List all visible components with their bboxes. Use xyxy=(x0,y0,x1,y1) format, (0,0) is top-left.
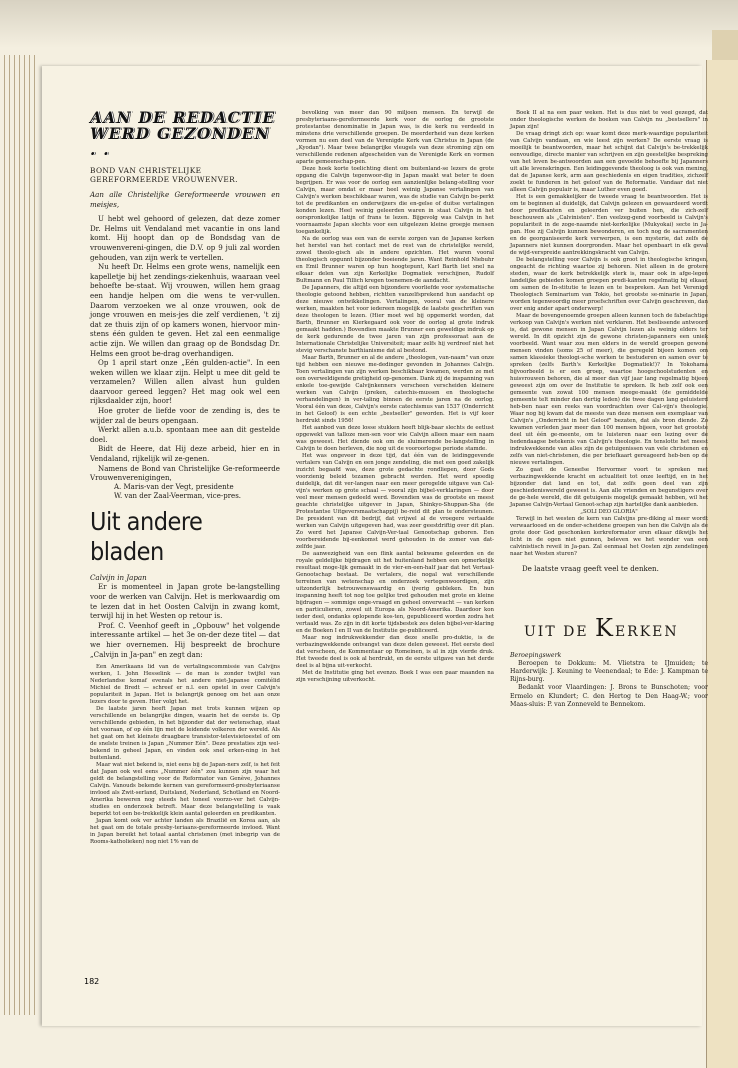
page-edges-left xyxy=(0,55,38,1015)
column-2 xyxy=(296,110,494,684)
masthead: AAN DE REDACTIE WERD GEZONDEN . . xyxy=(90,108,276,159)
small-paragraph: De Japanners, die altijd een bijzondere voorliefde voor systematische theologie getoond hebben, richtten vanzelfsprekend hun aandacht op deze nieuwe ontwikkelingen. Vertalingen, vooral van de kleinere werken, maakten het voor iedereen mogelijk de laatste geschriften van deze theologen te lezen. (Hier moet wel bij opgemerkt worden, dat Barth, Brunner en Kierkegaard ook voor de oorlog al grote indruk gemaakt hadden.) Bovendien maakte Brunner een geweldige indruk op de kerk gedurende de twee jaren van zijn professoraat aan de Internationale Christelijke Universiteit; maar zelfs hij verdreef niet het stevig verschanste barthianisme dat al bestond. xyxy=(296,285,494,354)
paragraph: Bedankt voor Vlaardingen: J. Brons te Bunschoten; voor Ermelo en Klundert; C. den Hertog te Den Haag-W.; voor Maas-sluis: P. van Zonneveld te Bennekom. xyxy=(510,684,708,708)
small-paragraph: Een Amerikaans lid van de vertalingscommissie van Calvijns werken, I. John Hesselink — de man is zonder twijfel van Nederlandse komaf evenals het andere niet-Japanse comitélid Michiel de Bredt — schreef er n.l. een opstel in over Calvijn's populariteit in Japan. Het is belangrijk genoeg om het aan onze lezers door te geven. Hier volgt het. xyxy=(90,664,280,706)
paragraph: U hebt wel gehoord of gelezen, dat deze zomer Dr. Helms uit Vendaland met vacantie in ons land komt. Hij hoopt dan op de Bondsdag van de vrouwenvereni-gingen, die D.V. op 9 juli zal worden gehouden, van zijn werk te vertellen. xyxy=(90,214,280,262)
small-paragraph: De vraag dringt zich op: waar komt deze merk-waardige populariteit van Calvijn vandaan, en wie leest zijn werken? De eerste vraag is moeilijk te beantwoorden, maar het schijnt dat Calvijn's be-trekkelijk eenvoudige, directe manier van schrijven en zijn geestelijke bespreking van het leven be-antwoorden aan een gevoelde behoefte bij Japanners uit alle levenskringen. Een leidinggevende theoloog is ook van mening, dat de Japanse kerk, arm aan geschiedenis en eigen tradities, zichzelf zoekt te funderen in het geloof van de Reformatie. Vandaar dat niet alleen Calvijn populair is, maar Luther even goed. xyxy=(510,131,708,193)
signature-2: W. van der Zaal-Veerman, vice-pres. xyxy=(114,491,242,500)
paragraph: Namens de Bond van Christelijke Ge-reformeerde Vrouwenverenigingen, xyxy=(90,463,280,483)
signature-1: A. Maris-van der Vegt, presidente xyxy=(114,482,234,491)
kerken-heading-prefix: UIT DE xyxy=(524,623,596,640)
paragraph: Prof. C. Veenhof geeft in „Opbouw" het volgende interessante artikel — het 3e on-der deze titel — dat we hier overnemen. Hij bespreekt de brochure „Calvijn in Ja-pan" en zegt dan: xyxy=(90,620,280,659)
small-paragraph: bevolking van meer dan 90 miljoen mensen. En terwijl de presbyteriaans-gereformeerde kerk voor de oorlog de grootste protestantse denominatie in Japan was, is die kerk nu verdeeld in minstens drie verschillende groepen. De meerderheid van deze kerken vormen nu een deel van de Verenigde Kerk van Christus in Japan (de „Kyodan"). Maar twee belangrijke vleugels van deze stroming zijn om verschillende redenen afgescheiden van de Verenigde Kerk en vormen aparte gemeenschap-pen. xyxy=(296,110,494,165)
paragraph: Hoe groter de liefde voor de zending is, des te wijder zal de beurs opengaan. xyxy=(90,406,280,425)
scan-shadow xyxy=(0,0,738,48)
small-paragraph: Maar de bovengenoemde groepen alleen kunnen toch de fabelachtige verkoop van Calvijn's werken niet verklaren. Het beslissende antwoord is, dat gewone mensen in Japan Calvijn lezen als weinig elders ter wereld. In dit opzicht zijn de gewone christen-japanners een uniek voorbeeld. Want waar zou men elders in de wereld groepen gewone mensen vinden (soms 25 of meer), die geregeld bijeen komen om samen klassieke theologi-sche werken te bestuderen en samen over te spreken (zelfs Barth's Kerkelijke Dogmatiek!)? In Yokohama bijvoorbeeld is er een groep, waartoe hoogschoolstudenten en huisvrouwen behoren, die al meer dan vijf jaar lang regelmatig bijeen geweest zijn om over de Institutie te spreken. Ik heb zelf ook een gemeente van zowat 100 mensen meege-maakt (de gemiddelde gemeente telt minder dan dertig leden) die twee dagen lang geluisterd heb-ben naar een reeks van voordrachten over Cal-vijn's theologie. Waar nog bij kwam dat de meeste van deze mensen een exemplaar van Calvijn's „Onderricht in het Geloof" bezaten, dat als bron diende. Zo kwamen verleden jaar meer dan 100 mensen bijeen, voor het grootste deel uit één ge-meente, om te luisteren naar een lezing over de hedendaagse betekenis van Calvijn's theologie. En tenslotte het meest indrukwekkende van alles zijn de getuigenissen van vele christenen en zelfs van niet-christenen, die per briefkaart gereageerd heb-ben op de nieuwe vertalingen. xyxy=(510,313,708,466)
small-paragraph: Het is een gemakkelijker de tweede vraag te beantwoorden. Het is om te beginnen al duidelijk, dat Calvijn gelezen en gewaardeerd wordt door predikanten en geleerden ver buiten hen, die zich-zelf beschouwen als „Calvinisten". Een veelzeg-gend voorbeeld is Calvijn's populariteit in de zoge-naamde niet-kerkelijke (Mukyokai) secte in Ja-pan. Hoe zij Calvijn kunnen bewonderen, en toch nog de sacramenten en de georganiseerde kerk verwerpen, is een mysterie, dat zelfs de Japanners niet kunnen doorgronden. Maar het openbaart in elk geval de wijd-verspreide aantrekkingskracht van Calvijn. xyxy=(510,194,708,256)
paragraph: Er is momenteel in Japan grote be-langstelling voor de werken van Calvijn. Het is merkwaardig om te lezen dat in het Oosten Calvijn in zwang komt, terwijl hij in het Westen op retour is. xyxy=(90,582,280,621)
small-paragraph: Japan komt ook ver achter landen als Brazilië en Korea aan, als het gaat om de totale presby-teriaans-gereformeerde invloed. Want in Japan bereikt het totaal aantal christenen (met inbegrip van de Rooms-katholieken) nog niet 1% van de xyxy=(90,818,280,846)
paragraph: Werkt allen a.u.b. spontaan mee aan dit gestelde doel. xyxy=(90,425,280,444)
organization-heading: BOND VAN CHRISTELIJKE GEREFORMEERDE VROUWENVER. xyxy=(90,166,238,184)
kerken-heading-suffix: ERKEN xyxy=(614,623,679,640)
magazine-page xyxy=(42,66,708,1026)
small-paragraph: Deze hoek korte toelichting dient om buitenland-se lezers de grote opgang die Calvijn tegenwoor-dig in Japan maakt wat beter te doen begrijpen. Er was voor de oorlog een aanzienlijke belang-stelling voor Calvijn, maar omdat er maar heel weinig Japanse vertalingen van Calvijn's werken beschikbaar waren, was de studie van Calvijn be-perkt tot de predikanten en onderwijzers die en-gelse of duitse vertalingen konden lezen. Heel weinig geleerden waren in staat Calvijn in het oorspronkelijke latijn of frans te lezen. Bijgevolg was Calvijn in het voornaamste Japan slechts voor een uitgelezen kleine groepje mensen toegankelijk. xyxy=(296,166,494,235)
kerken-heading-initial: K xyxy=(595,613,615,642)
small-paragraph: Na de oorlog was een van de eerste zorgen van de Japanse kerken het herstel van het contact met de rest van de christelijke wereld, zowel theolo-gisch als in andere opzichten. Het waren vooral theologisch opgunnt bijzonder boeiende jaren. Want Reinhold Niebuhr en Emil Brunner waren op hun hoogtepunt, Karl Barth liet snel na elkaar delen van zijn Kerkelijke Dogmatiek verschijnen, Rudolf Bultmann en Paul Tillich kregen toenemen-de aandacht. xyxy=(296,236,494,284)
small-paragraph: Met de Institutie ging het evenzo. Boek I was een paar maanden na zijn verschijning uitverkocht. xyxy=(296,670,494,683)
page-edge-right xyxy=(706,60,738,1068)
beroepingswerk-subtitle: Beroepingswerk xyxy=(510,651,562,659)
section-title: Uit andere bladen xyxy=(90,506,203,566)
small-paragraph: De aanwezigheid van een flink aantal bekwame geleerden en de royale geldelijke bijdragen uit het buitenland hebben een opmerkelijk resultaat moge-lijk gemaakt in de vier-en-een-half jaar dat het Vertaal-Genootschap bestaat. De vertalers, die nogal wat verschillende terreinen van wetenschap en onderzoek vertegenwoordigen, zijn uitzonderlijk betrouwenswaardig en ijverig gebleken. En hun inspanning heeft tot nog toe gelijke tred gehouden met grote en kleine bijdragen — sommige onge-vraagd en geheel onverwacht — van kerken en particulieren, zowel uit Europa als Noord-Amerika. Daardoor kon ieder deel, ondanks oplopende kos-ten, gepubliceerd worden zodra het vertaald was. Zo zijn in dit korte tijdsbestek zes delen bijbel-ver-klaring en de Boeken I en II van de Institutie ge-publiceerd. xyxy=(296,551,494,634)
kerken-heading xyxy=(524,614,708,642)
closing-line: De laatste vraag geeft veel te denken. xyxy=(522,564,659,573)
small-paragraph: De laatste jaren heeft Japan met trots kunnen wijzen op verschillende en belangrijke dingen, waarin het de eerste is. Op verschillende gebieden, in het bijzonder dat der wetenschap, staat het vooraan, of op één lijn met de leidende volkeren der wereld. Als het gaat om het kleinste draagbare transistor-televisietoestel of om de snelste treinen is Japan „Nummer Eén". Deze prestaties zijn wel-bekend in geheel Japan, en vinden ook snel erken-ning in het buitenland. xyxy=(90,706,280,762)
small-paragraph: Boek II al na een paar weken. Het is dus niet te veel gezegd, dat onder theologische werken de boeken van Calvijn nu „bestsellers" in Japan zijn! xyxy=(510,110,708,130)
small-paragraph: Maar nog indrukwekkender dan deze snelle pro-duktie, is de verbazingwekkende ontvangst van deze delen geweest. Het eerste deel dat verscheen, de Kommentaar op Romeinen, is al in zijn vierde druk. Het tweede deel is ook al herdrukt, en de eerste uitgave van het derde deel is al bijna uit-verkocht. xyxy=(296,635,494,669)
article-subtitle: Calvijn in Japan xyxy=(90,572,147,582)
paragraph: Nu heeft Dr. Helms een grote wens, namelijk een kapelletje bij het zendings-ziekenhuis, waaraan veel behoefte be-staat. Wij vrouwen, willen hem graag een handje helpen om die wens te ver-vullen. Daarom verzoeken we al onze vrouwen, ook de jonge vrouwen en meis-jes die zelf verdienen, 't zij dat ze thuis zijn of op kamers wonen, hiervoor min-stens één gulden te geven. Het zal een eenmalige actie zijn. We willen dan graag op de Bondsdag Dr. Helms een groot be-drag overhandigen. xyxy=(90,262,280,358)
page-number: 182 xyxy=(84,977,100,986)
paragraph: Beroepen te Dokkum: M. Vlietstra te IJmuiden; te Harderwijk: J. Keuning te Veenendaal; te Ede: J. Kampman te Rijns-burg. xyxy=(510,659,708,684)
paragraph: Bidt de Heere, dat Hij deze arbeid, hier en in Vendaland, rijkelijk wil ze-genen. xyxy=(90,444,280,464)
small-paragraph: Zo gaat de Geneefse Hervormer voort te spreken met verbazingwekkende kracht en actualiteit tot onze leeftijd, en in het bijzonder dat land en tot, dat zelfs geen deel van zijn geschiedeniswereld geweest is. Aan alle vrienden en begunstigers over de ge-hele wereld, die dit getuigenis mogelijk gemaakt hebben, wil het Japanse Calvijn-Vertaal Genoot-schap zijn hartelijke dank aanbieden. xyxy=(510,467,708,508)
small-paragraph: Maar wat niet bekend is, niet eens bij de Japan-ners zelf, is het feit dat Japan ook wel eens „Nummer één" zou kunnen zijn waar het geldt de belangstelling voor de Reformator van Genève, Johannes Calvijn. Vanouds bekende kernen van gereformeerd-presbyteriaanse invloed als Zwit-serland, Duitsland, Nederland, Schotland en Noord-Amerika beweren nog steeds het toneel voorzo-ver het Calvijn-studies en onderzoek betreft. Maar deze belangstelling is vaak beperkt tot een be-trekkelijk klein aantal geleerden en predikanten. xyxy=(90,762,280,818)
small-paragraph: Het aanbod van deze losse stukken heeft blijk-baar slechts de eetlust opgewekt van talloze men-sen voor wie Calvijn alleen maar een naam was geweest. Het diende ook om de sluimerende be-langstelling in Calvijn te doen herleven, die nog uit de vooroorlogse periode stamde. xyxy=(296,425,494,452)
small-paragraph: Terwijl in het westen de kern van Calvijns pre-diking al meer wordt verwaarloosd en de onder-scheidene groepen van hen die Calvijn als de grote door God geschonken kerkreformator eren elkaar dikwijls het licht in de ogen niet gunnen, beleven we het wonder van een calvinistisch reveil in Ja-pan. Zal eenmaal het Oosten zijn zendelingen naar het Westen sturen? xyxy=(510,516,708,557)
column-1 xyxy=(90,110,280,846)
small-paragraph: Maar Barth, Brunner en al de andere „theologen, van-naam" van onze tijd hebben een nieuwe me-dedinger gevonden in Johannes Calvijn. Toen vertalingen van zijn werken beschikbaar kwamen, werden ze met een overweldigende gretigheid op-genomen. Dank zij de inspanning van enkele toe-gewijde Calvijnkenners verscheen verscheiden kleinere werken van Calvijn (preken, catechis-mussen en theologische verhandelingen) in ver-taling binnen de eerste jaren na de oorlog. Vooral één van deze, Calvijn's eerste catechismus van 1537 (Onderricht in het Geloof) is een echte „bestseller" geworden. Het is vijf keer herdrukt sinds 1956! xyxy=(296,355,495,424)
motto: „SOLI DEO GLORIA" xyxy=(580,509,638,515)
paragraph: Op 1 april start onze „Eén gulden-actie". In een weken willen we klaar zijn. Helpt u mee dit geld te verzamelen? Willen allen alvast hun gulden daarvoor gereed leggen? Het mag ook wel een rijksdaalder zijn, hoor! xyxy=(90,358,280,406)
small-paragraph: Het was ongeveer in deze tijd, dat één van de leidinggevende vertalers van Calvijn en een jonge zendeling, die met een goed zakelijk inzicht begaafd was, deze grote gedachte rondliepen, door Gods voorzienig beleid tezamen gebracht werden. Het werd spoedig duidelijk, dat dit ver-langen naar een meer geregelde uitgave van Cal-vijn's werken op grote schaal — vooral zijn bijbel-verklaringen — door veel meer mensen gedeeld werd. Bovendien was de grootste en meest geachte christelijke uitgever in Japan, Shinkyo-Shuppan-Sha (de Protestantse Uitgeversmaatschappij) be-reid dit plan te ondersteunen. De president van dit bedrijf, dat vrijwel al de vroegere vertaalde werken van Calvijn uitgegeven had, was zeer geestdriftig over dit plan. Zo werd het Japanse Calvijn-Ver-taal Genootschap geboren. Een voorbereidende bij-eenkomst werd gehouden in de zomer van dat-zelfde jaar. xyxy=(296,453,494,550)
salutation: Aan alle Christelijke Gereformeerde vrouwen en meisjes, xyxy=(90,190,280,209)
column-3 xyxy=(510,110,708,709)
small-paragraph: De belangstelling voor Calvijn is ook groot in theologische kringen, ongeacht de richting waartoe zij behoren. Niet alleen in de grotere steden, waar de kerk betrekkelijk sterk is, maar ook in afge-legen landelijke gebieden komen groepen predi-kanten regelmatig bij elkaar, om samen de In-stitutie te lezen en te bespreken. Aan het Verenigd Theologisch Seminarium van Tokio, het grootste se-minarie in Japan, worden tegenwoordig meer proefschriften over Calvijn geschreven, dan over enig ander apart onderwerp! xyxy=(510,257,708,312)
